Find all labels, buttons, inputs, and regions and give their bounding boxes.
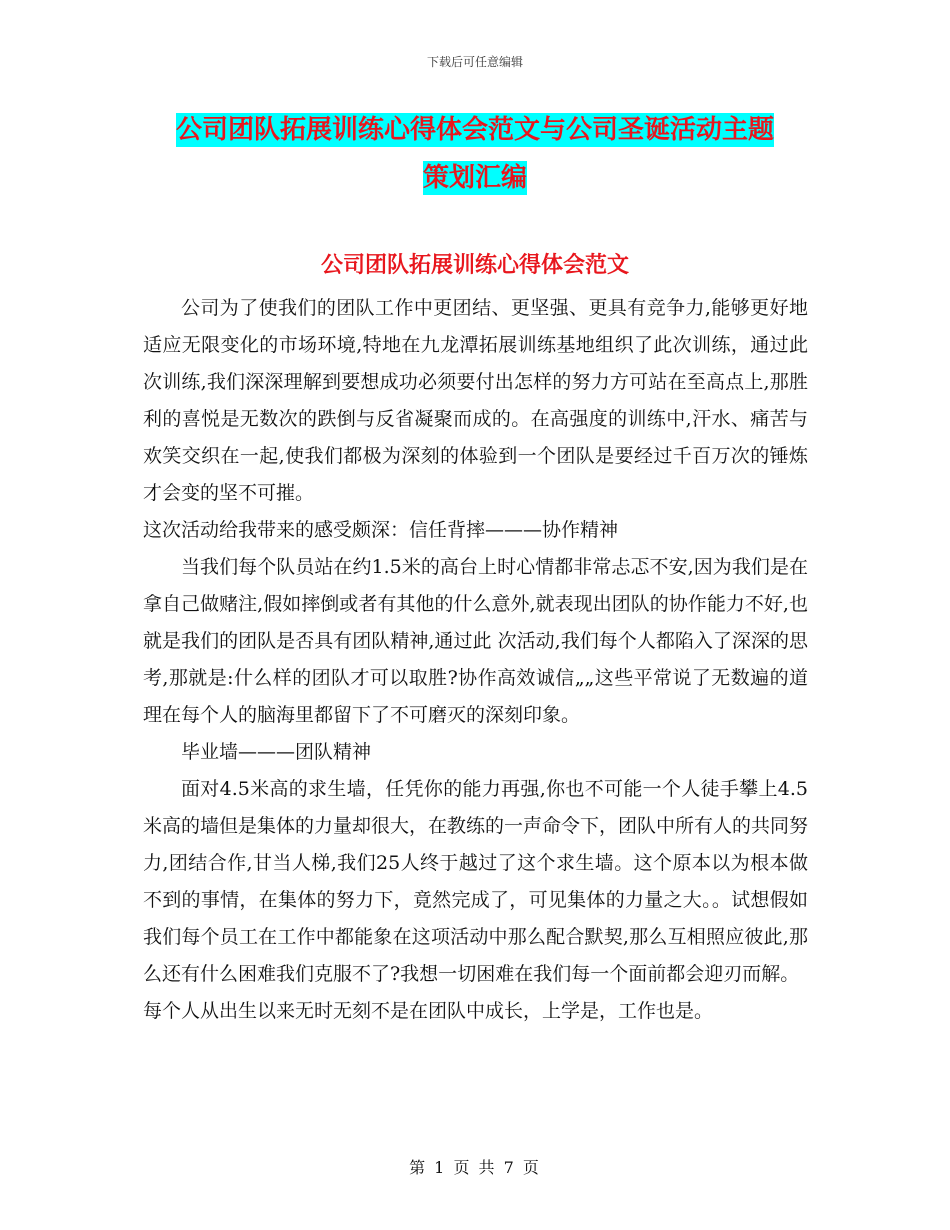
page-footer: 第 1 页 共 7 页 [409, 1158, 541, 1177]
title-line-1: 公司团队拓展训练心得体会范文与公司圣诞活动主题 [175, 115, 774, 145]
paragraph: 毕业墙———团队精神 [181, 741, 372, 763]
header-note: 下载后可任意编辑 [426, 55, 523, 69]
section-title: 公司团队拓展训练心得体会范文 [320, 252, 629, 278]
paragraph: 每个人从出生以来无时无刻不是在团队中成长，上学是，工作也是。 [143, 1000, 714, 1022]
paragraph: 当我们每个队员站在约1.5米的高台上时心情都非常忐忑不安,因为我们是在拿自己做赌注,假如摔倒或者有其他的什么意外,就表现出团队的协作能力不好,也就是我们的团队是否具有团队精神,通过此 次活动,我们每个人都陷入了深深的思考,那就是:什么样的团队才可以取胜?协作高效诚信„„这些平常说了无数遍的道理在每个人的脑海里都留下了不可磨灭的深刻印象。 [143, 556, 808, 726]
paragraph: 公司为了使我们的团队工作中更团结、更坚强、更具有竞争力,能够更好地适应无限变化的市场环境,特地在九龙潭拓展训练基地组织了此次训练，通过此次训练,我们深深理解到要想成功必须要付出怎样的努力方可站在至高点上,那胜利的喜悦是无数次的跌倒与反省凝聚而成的。在高强度的训练中,汗水、痛苦与欢笑交织在一起,使我们都极为深刻的体验到一个团队是要经过千百万次的锤炼才会变的坚不可摧。 [143, 297, 808, 504]
paragraph: 面对4.5米高的求生墙，任凭你的能力再强,你也不可能一个人徒手攀上4.5米高的墙但是集体的力量却很大，在教练的一声命令下，团队中所有人的共同努力,团结合作,甘当人梯,我们25人终于越过了这个求生墙。这个原本以为根本做不到的事情，在集体的努力下，竟然完成了，可见集体的力量之大。。试想假如我们每个员工在工作中都能象在这项活动中那么配合默契,那么互相照应彼此,那么还有什么困难我们克服不了?我想一切困难在我们每一个面前都会迎刃而解。 [143, 778, 809, 985]
document-title [140, 106, 810, 202]
paragraph: 这次活动给我带来的感受颇深：信任背摔———协作精神 [143, 519, 619, 541]
title-line-2: 策划汇编 [422, 163, 527, 193]
body-text [143, 290, 808, 1030]
